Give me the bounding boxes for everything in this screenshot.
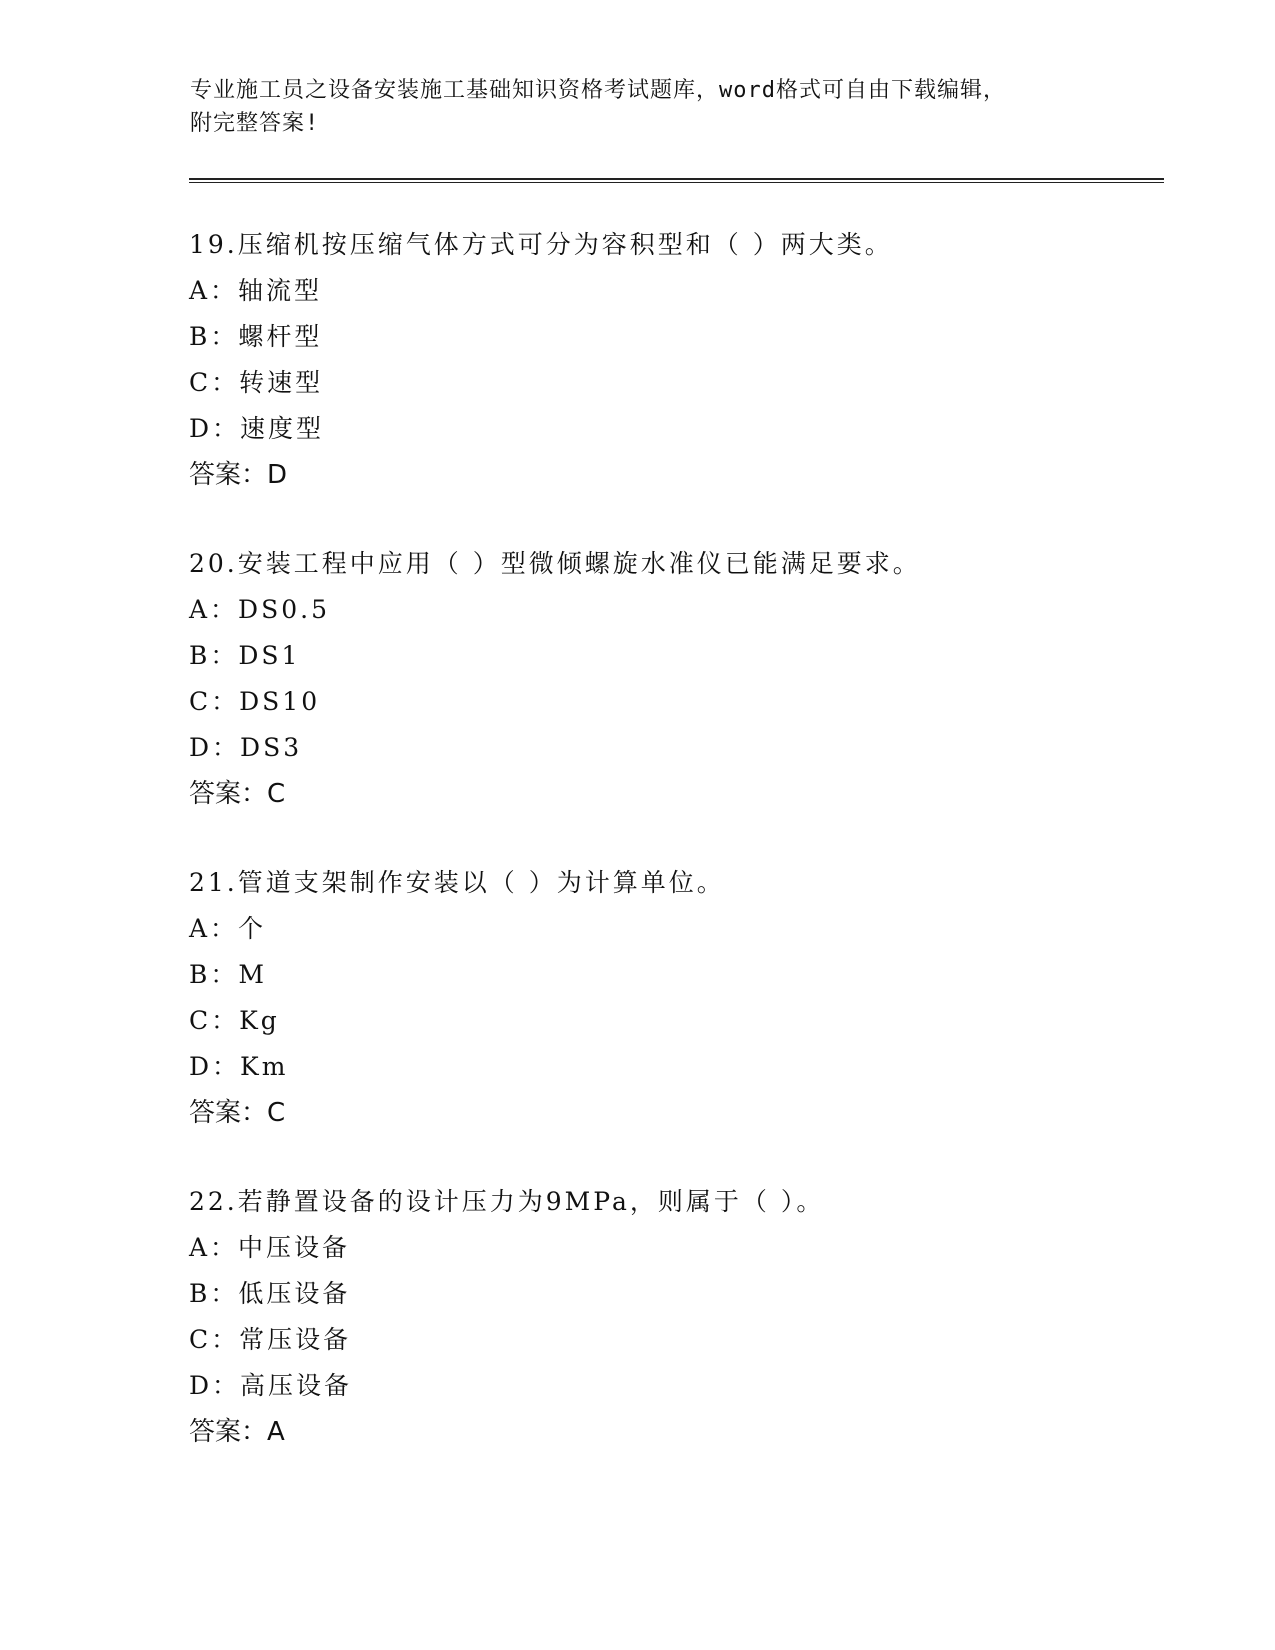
question-20: [189, 541, 1149, 817]
option-d: D：速度型: [189, 414, 325, 443]
question-stem: 22.若静置设备的设计压力为9MPa，则属于（ ）。: [189, 1187, 825, 1216]
question-stem: 20.安装工程中应用（ ）型微倾螺旋水准仪已能满足要求。: [189, 549, 921, 578]
question-stem: 21.管道支架制作安装以（ ）为计算单位。: [189, 868, 725, 897]
option-a: A：轴流型: [189, 276, 323, 305]
option-a: A：DS0.5: [189, 595, 330, 624]
question-21: [189, 860, 1149, 1136]
question-22: [189, 1179, 1149, 1455]
option-b: B：M: [189, 960, 267, 989]
header-line-2: 附完整答案!: [190, 111, 320, 136]
option-b: B：螺杆型: [189, 322, 323, 351]
option-d: D：DS3: [189, 733, 303, 762]
question-19: [189, 222, 1149, 498]
option-b: B：DS1: [189, 641, 301, 670]
option-c: C：Kg: [189, 1006, 280, 1035]
option-c: C：DS10: [189, 687, 321, 716]
option-c: C：转速型: [189, 368, 324, 397]
option-d: D：Km: [189, 1052, 289, 1081]
header-line-1: 专业施工员之设备安装施工基础知识资格考试题库，word格式可自由下载编辑，: [190, 78, 1006, 103]
option-a: A：中压设备: [189, 1233, 351, 1262]
answer: 答案：C: [189, 1098, 286, 1128]
option-b: B：低压设备: [189, 1279, 351, 1308]
option-d: D：高压设备: [189, 1371, 353, 1400]
option-c: C：常压设备: [189, 1325, 352, 1354]
header-divider: [189, 178, 1164, 183]
answer: 答案：C: [189, 779, 286, 809]
answer: 答案：D: [189, 460, 288, 490]
document-header: [190, 74, 1090, 140]
answer: 答案：A: [189, 1417, 285, 1447]
question-stem: 19.压缩机按压缩气体方式可分为容积型和（ ）两大类。: [189, 230, 893, 259]
option-a: A：个: [189, 914, 267, 943]
